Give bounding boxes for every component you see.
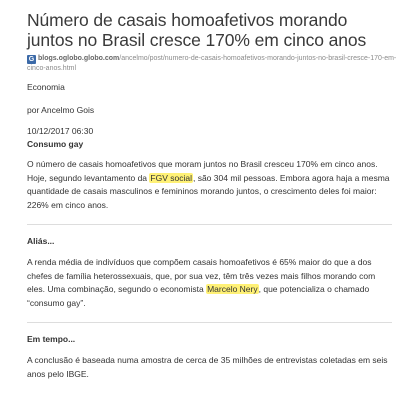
section-divider [27, 322, 392, 323]
paragraph-intro-text-a: O número de casais homoafetivos que moram juntos no Brasil cresceu 170% em cinco anos. Hoje, segundo levantamento da [27, 159, 378, 183]
paragraph-income-text-b: , que potencializa o chamado “consumo gay”. [27, 284, 370, 308]
section-divider [27, 224, 392, 225]
heading-em-tempo: Em tempo... [27, 334, 76, 344]
highlight-fgv-social[interactable]: FGV social [150, 172, 192, 183]
paragraph-intro-text-b: , são 304 mil pessoas. Embora agora haja a mesma quantidade de casais masculinos e femininos morando juntos, o crescimento deles foi maior: 226% em cinco anos. [27, 172, 390, 210]
paragraph-income-text-a: A renda média de indivíduos que compõem casais homoafetivos é 65% maior do que a dos chefes de família heterossexuais, que, por sua vez, têm três vezes mais filhos morando com eles. Uma combinação, segundo o economista [27, 257, 376, 295]
article-byline: por Ancelmo Gois [27, 105, 95, 115]
source-domain[interactable]: blogs.oglobo.globo.com [38, 55, 120, 62]
paragraph-income [27, 256, 392, 310]
article-kicker: Consumo gay [27, 139, 84, 149]
highlight-marcelo-nery[interactable]: Marcelo Nery [207, 284, 258, 295]
source-path[interactable]: /ancelmo/post/numero-de-casais-homoafetivos-morando-juntos-no-brasil-cresce-170-em-cinco-anos.html [27, 55, 397, 72]
paragraph-conclusion: A conclusão é baseada numa amostra de cerca de 35 milhões de entrevistas coletadas em seis anos pelo IBGE. [27, 355, 388, 379]
article-section[interactable]: Economia [27, 82, 65, 92]
article-headline: Número de casais homoafetivos morando juntos no Brasil cresce 170% em cinco anos [27, 10, 367, 50]
article-timestamp: 10/12/2017 06:30 [27, 126, 94, 136]
paragraph-intro [27, 158, 392, 212]
source-url[interactable] [27, 54, 399, 74]
globo-logo-icon: G [28, 56, 35, 63]
heading-alias: Aliás... [27, 236, 55, 246]
